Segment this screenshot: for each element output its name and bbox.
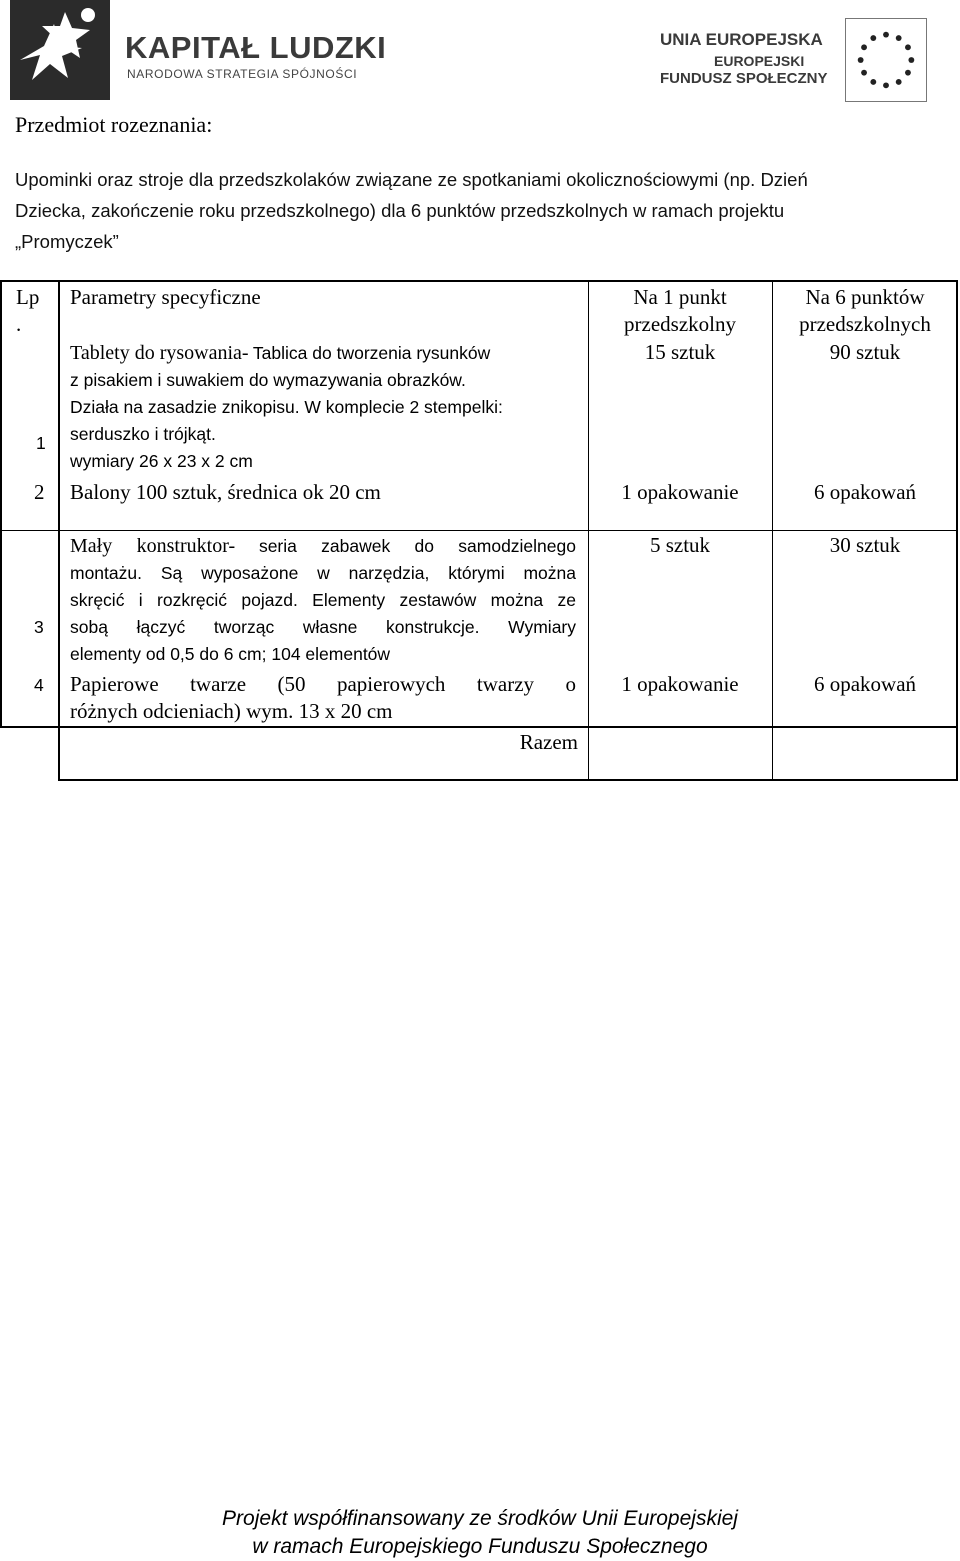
intro-paragraph xyxy=(15,164,915,257)
table-col-divider xyxy=(772,280,773,781)
row-1-per-point: 15 sztuk xyxy=(644,340,716,364)
row-1-line-1: z pisakiem i suwakiem do wymazywania obrazków. xyxy=(70,370,466,390)
header-per-point-line-2: przedszkolny xyxy=(624,312,736,336)
table-border-bottom xyxy=(58,779,958,781)
eu-star-icon xyxy=(861,44,867,50)
row-4-line-2: różnych odcieniach) wym. 13 x 20 cm xyxy=(70,699,393,723)
kapital-ludzki-subtitle: NARODOWA STRATEGIA SPÓJNOŚCI xyxy=(127,67,358,81)
row-4-description xyxy=(70,671,576,725)
row-4-lp: 4 xyxy=(34,675,44,695)
eu-logo xyxy=(640,18,950,102)
row-1-lp: 1 xyxy=(36,433,46,453)
header-per-six-line-2: przedszkolnych xyxy=(799,312,931,336)
row-2-per-six: 6 opakowań xyxy=(813,480,917,504)
table-row-divider xyxy=(0,726,958,728)
footer-line-1: Projekt współfinansowany ze środków Unii Europejskiej xyxy=(222,1507,738,1530)
header-params: Parametry specyficzne xyxy=(70,285,261,309)
row-4-per-six: 6 opakowań xyxy=(813,672,917,696)
table-border-top xyxy=(0,280,958,282)
eu-star-icon xyxy=(905,44,911,50)
eu-star-icon xyxy=(858,57,864,63)
intro-line-3: „Promyczek” xyxy=(15,231,119,252)
eu-flag-icon xyxy=(845,18,927,102)
footer xyxy=(0,1505,960,1561)
row-1-title: Tablety do rysowania- xyxy=(70,342,249,364)
row-3-line-3: elementy od 0,5 do 6 cm; 104 elementów xyxy=(70,644,391,664)
row-2-lp: 2 xyxy=(34,480,45,504)
row-2-per-point: 1 opakowanie xyxy=(621,480,739,504)
eu-star-icon xyxy=(908,57,914,63)
table-col-divider xyxy=(588,280,589,781)
specification-table xyxy=(0,280,960,780)
table-col-divider xyxy=(58,280,60,781)
eu-line-3: FUNDUSZ SPOŁECZNY xyxy=(660,70,828,87)
table-border-left xyxy=(0,280,2,728)
header-lp-line-2: . xyxy=(16,312,22,336)
row-1-line-3: serduszko i trójkąt. xyxy=(70,424,216,444)
table-border-right xyxy=(956,280,958,781)
row-1-per-six: 90 sztuk xyxy=(829,340,901,364)
kapital-ludzki-title: KAPITAŁ LUDZKI xyxy=(125,30,387,65)
row-2-description: Balony 100 sztuk, średnica ok 20 cm xyxy=(70,480,381,504)
row-1-description xyxy=(70,340,580,475)
total-label: Razem xyxy=(519,730,578,754)
eu-star-icon xyxy=(861,70,867,76)
row-4-per-point: 1 opakowanie xyxy=(621,672,739,696)
eu-star-icon xyxy=(905,70,911,76)
header-per-point xyxy=(590,284,770,338)
row-4-line-1: Papierowe twarze (50 papierowych twarzy o xyxy=(70,672,576,696)
kapital-ludzki-logo xyxy=(10,0,390,100)
intro-line-2: Dziecka, zakończenie roku przedszkolnego) dla 6 punktów przedszkolnych w ramach projektu xyxy=(15,200,785,221)
row-3-per-point: 5 sztuk xyxy=(649,533,711,557)
header-per-point-line-1: Na 1 punkt xyxy=(633,285,727,309)
row-3-title: Mały konstruktor- xyxy=(70,535,236,557)
eu-star-icon xyxy=(870,79,876,85)
row-1-line-4: wymiary 26 x 23 x 2 cm xyxy=(70,451,253,471)
row-3-title-rest: seria zabawek do samodzielnego xyxy=(258,536,576,556)
eu-star-icon xyxy=(883,82,889,88)
intro-line-1: Upominki oraz stroje dla przedszkolaków związane ze spotkaniami okolicznościowymi (np. Dzień xyxy=(15,169,808,190)
row-3-description xyxy=(70,533,576,668)
eu-star-icon xyxy=(883,32,889,38)
header-lp xyxy=(16,284,39,338)
eu-line-1: UNIA EUROPEJSKA xyxy=(660,30,823,49)
table-row-divider xyxy=(0,530,958,531)
eu-star-icon xyxy=(896,79,902,85)
subject-label: Przedmiot rozeznania: xyxy=(15,112,213,137)
eu-star-icon xyxy=(896,35,902,41)
kapital-ludzki-emblem-icon xyxy=(10,0,120,100)
eu-line-2: EUROPEJSKI xyxy=(714,53,805,69)
header-lp-line-1: Lp xyxy=(16,285,40,309)
eu-star-icon xyxy=(870,35,876,41)
row-3-line-0: montażu. Są wyposażone w narzędzia, którymi można xyxy=(70,563,576,583)
header-per-six xyxy=(774,284,956,338)
row-3-line-1: skręcić i rozkręcić pojazd. Elementy zestawów można ze xyxy=(70,590,576,610)
row-1-line-0: Tablica do tworzenia rysunków xyxy=(252,343,491,363)
footer-line-2: w ramach Europejskiego Funduszu Społecznego xyxy=(252,1535,708,1558)
row-3-line-2: sobą łączyć tworząc własne konstrukcje. Wymiary xyxy=(70,617,576,637)
row-3-per-six: 30 sztuk xyxy=(829,533,901,557)
header-per-six-line-1: Na 6 punktów xyxy=(805,285,925,309)
row-1-line-2: Działa na zasadzie znikopisu. W komplecie 2 stempelki: xyxy=(70,397,503,417)
row-3-lp: 3 xyxy=(34,617,44,637)
